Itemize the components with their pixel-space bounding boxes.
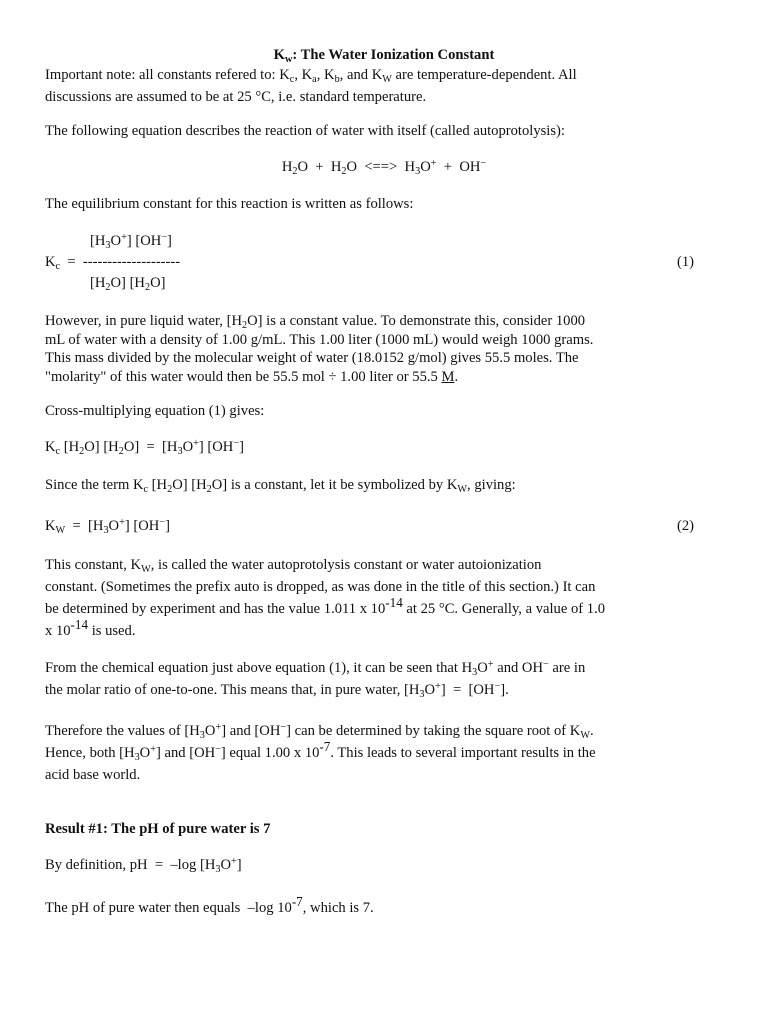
however-line-1: However, in pure liquid water, $[H_2O]$ is a constant value. To demonstrate this, consider 1000 bbox=[45, 313, 586, 331]
from-paragraph bbox=[45, 657, 725, 701]
eq1-numerator: $[H_3O^+]$ [OH−] bbox=[90, 232, 172, 251]
however-line-3: This mass divided by the molecular weight of water (18.0152 g/mol) gives 55.5 moles. The bbox=[45, 350, 579, 366]
constant-line-3: be determined by experiment and has the value 1.011 x $10^{-14}$ at 25 °C. Generally, a value of 1.0 bbox=[45, 595, 606, 617]
autoprotolysis-equation: $H_2O + H_2O$ <==> $H_3O^+ + OH^-$ bbox=[281, 158, 487, 177]
eq1-denominator: $[H_2O]$ $[H_2O]$ bbox=[90, 275, 166, 293]
title-sub-w: w bbox=[285, 54, 293, 65]
however-line-4: "molarity" of this water would then be 55.5 mol ÷ 1.00 liter or 55.5 M. bbox=[45, 368, 459, 385]
therefore-line-2: Hence, both $[H_3O^+]$ and [OH−] equal 1.00 x $10^{-7}$. This leads to several important results in the bbox=[45, 739, 596, 763]
from-line-1: From the chemical equation just above equation (1), it can be seen that $H_3O^+$ and OH− are in bbox=[45, 659, 586, 678]
however-paragraph bbox=[45, 312, 725, 386]
section-title bbox=[0, 44, 768, 66]
however-line-2: mL of water with a density of 1.00 g/mL. This 1.00 liter (1000 mL) would weigh 1000 grams. bbox=[45, 331, 594, 348]
therefore-paragraph bbox=[45, 720, 725, 786]
constant-line-2: constant. (Sometimes the prefix auto is dropped, as was done in the title of this section.) It can bbox=[45, 579, 596, 595]
eq2-number: (2) bbox=[676, 518, 694, 534]
constant-line-1: This constant, $K_W$, is called the water autoprotolysis constant or water autoionization bbox=[45, 557, 542, 575]
eq2-line: $K_W = [H_3O^+]$ [OH−] bbox=[45, 517, 170, 536]
ph-definition: By definition, pH = –log $[H_3O^+]$ bbox=[45, 856, 242, 875]
therefore-line-1: Therefore the values of $[H_3O^+]$ and [OH−] can be determined by taking the square root of $K_W$. bbox=[45, 722, 594, 741]
eq1-number: (1) bbox=[676, 254, 694, 270]
note-line-2: discussions are assumed to be at 25 °C, i.e. standard temperature. bbox=[45, 89, 427, 105]
cross-multiplying-text: Cross-multiplying equation (1) gives: bbox=[45, 403, 265, 419]
therefore-line-3: acid base world. bbox=[45, 767, 141, 783]
since-text: Since the term $K_c$ $[H_2O]$ $[H_2O]$ is a constant, let it be symbolized by $K_W$, giving: bbox=[45, 477, 516, 495]
title-k: K bbox=[273, 47, 286, 63]
constant-paragraph bbox=[45, 554, 725, 642]
ph-pure-water: The pH of pure water then equals –log $10^{-7}$, which is 7. bbox=[45, 894, 374, 916]
constant-line-4: x $10^{-14}$ is used. bbox=[45, 617, 136, 639]
autoprotolysis-intro: The following equation describes the reaction of water with itself (called autoprotolysis): bbox=[45, 123, 565, 139]
from-line-2: the molar ratio of one-to-one. This means that, in pure water, $[H_3O^+] = [OH^-]$. bbox=[45, 681, 509, 700]
title-text: : The Water Ionization Constant bbox=[292, 47, 495, 63]
equilibrium-intro: The equilibrium constant for this reaction is written as follows: bbox=[45, 196, 414, 212]
note-line-1: Important note: all constants refered to: $K_c$, $K_a$, $K_b$, and $K_W$ are temperature-dependent. All bbox=[45, 67, 577, 85]
eq1-main-line: $K_c$ = -------------------- bbox=[45, 254, 181, 272]
molarity-unit: M bbox=[441, 368, 455, 385]
fraction-bar: -------------------- bbox=[82, 254, 181, 270]
cross-multiplied-equation: $K_c$ $[H_2O] [H_2O] = [H_3O^+]$ [OH−] bbox=[45, 438, 244, 457]
result-1-heading: Result #1: The pH of pure water is 7 bbox=[45, 821, 271, 837]
